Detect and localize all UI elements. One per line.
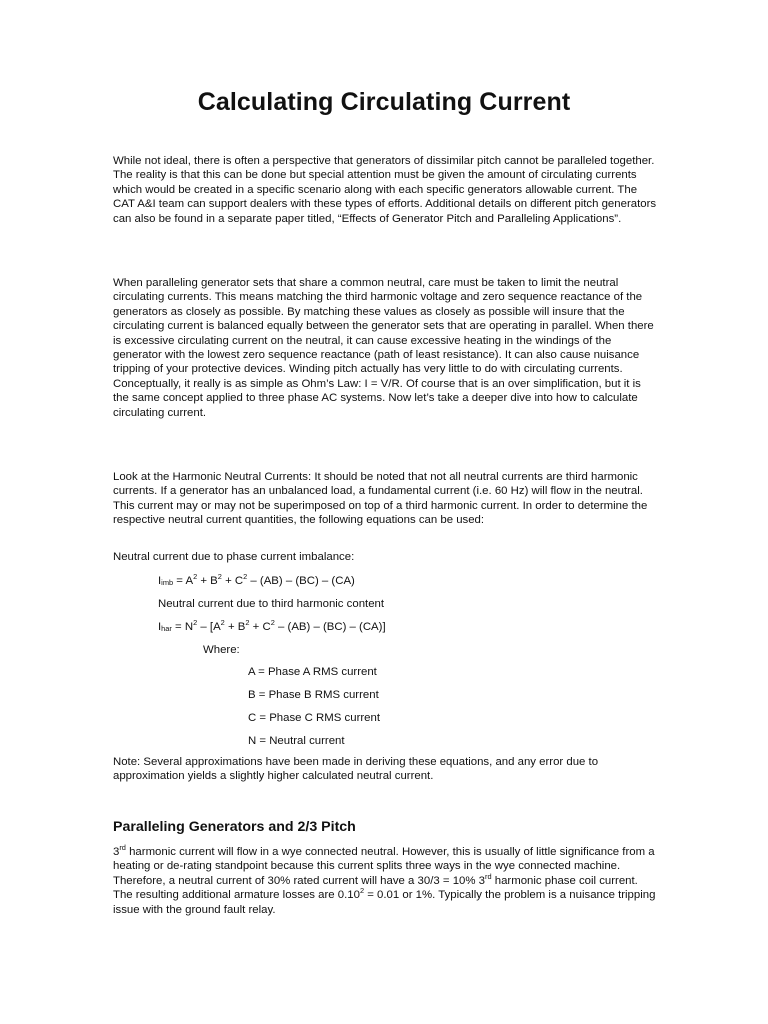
definition-n: N = Neutral current bbox=[248, 735, 345, 747]
paralleling-paragraph: When paralleling generator sets that share a common neutral, care must be taken to limit the neutral circulating currents. This means matching the third harmonic voltage and zero sequence reactance of the generators as closely as possible. By matching these values as closely as possible will insure that the circulating current is balanced equally between the generator sets that are operating in parallel. When there is excessive circulating current on the neutral, it can cause excessive heating in the windings of the generator with the lowest zero sequence reactance (path of least resistance). It can also cause nuisance tripping of your protective devices. Winding pitch actually has very little to do with circulating currents. Conceptually, it really is as simple as Ohm’s Law: I = V/R. Of course that is an over simplification, but it is the same concept applied to three phase AC systems. Now let’s take a deeper dive into how to calculate circulating current. bbox=[113, 277, 654, 419]
third-harmonic-label: Neutral current due to third harmonic content bbox=[158, 598, 385, 610]
harmonic-currents-paragraph: Look at the Harmonic Neutral Currents: It should be noted that not all neutral currents are third harmonic currents. If a generator has an unbalanced load, a fundamental current (i.e. 60 Hz) will flow in the neutral. This current may or may not be superimposed on top of a third harmonic current. In order to determine the respective neutral current quantities, the following equations can be used: bbox=[113, 471, 648, 527]
definition-c: C = Phase C RMS current bbox=[248, 712, 380, 724]
imbalance-label: Neutral current due to phase current imbalance: bbox=[113, 551, 355, 563]
definition-a: A = Phase A RMS current bbox=[248, 666, 377, 678]
where-label: Where: bbox=[203, 644, 240, 656]
equation-third-harmonic: Ihar = $N^2 - [A^2 + B^2 + C^2 - (AB) - (BC) - (CA)]$ bbox=[158, 618, 386, 634]
note-paragraph: Note: Several approximations have been made in deriving these equations, and any error due to approximation yields a slightly higher calculated neutral current. bbox=[113, 756, 599, 783]
document-title: Calculating Circulating Current bbox=[197, 88, 571, 116]
equation-imbalance: Iimb = $A^2 + B^2 + C^2 - (AB) - (BC) - (CA)$ bbox=[158, 572, 355, 588]
intro-paragraph: While not ideal, there is often a perspective that generators of dissimilar pitch cannot be paralleled together. The reality is that this can be done but special attention must be given the amount of circulating currents which would be created in a specific scenario along with each specific generators allowable current. The CAT A&I team can support dealers with these types of efforts. Additional details on different pitch generators can also be found in a separate paper titled, “Effects of Generator Pitch and Paralleling Applications”. bbox=[113, 155, 657, 225]
section-heading: Paralleling Generators and 2/3 Pitch bbox=[113, 819, 356, 835]
pitch-paragraph: 3rd harmonic current will flow in a wye connected neutral. However, this is usually of little significance from a heating or de-rating standpoint because this current splits three ways in the wye connected machine. Therefore, a neutral current of 30% rated current will have a 30/3 = 10% 3rd harmonic phase coil current. The resulting additional armature losses are $0.10^2 = 0.01$ or 1%. Typically the problem is a nuisance tripping issue with the ground fault relay. bbox=[113, 843, 656, 916]
definition-b: B = Phase B RMS current bbox=[248, 689, 379, 701]
